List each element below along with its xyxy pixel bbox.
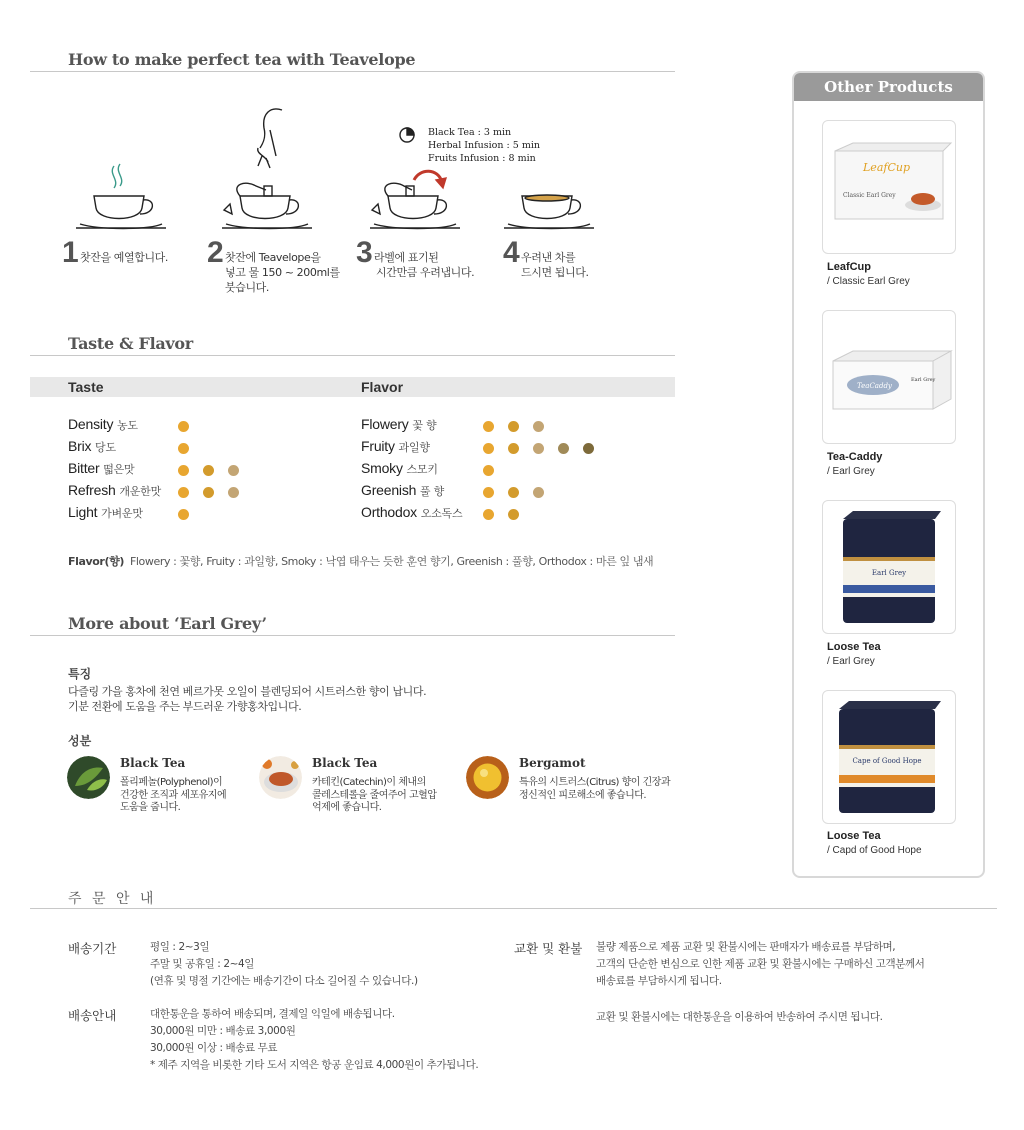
section-title-taste-flavor: Taste & Flavor [68,334,193,353]
product-box-label: Classic Earl Grey [843,192,896,199]
taste-header: Taste [68,379,104,395]
rating-dot [508,509,519,520]
other-products-title: Other Products [794,73,983,101]
rating-dot [483,509,494,520]
flavor-header: Flavor [361,379,404,395]
exchange-note: 교환 및 환불시에는 대한통운을 이용하여 반송하여 주시면 됩니다. [596,1011,883,1023]
exchange-text: 불량 제품으로 제품 교환 및 환불시에는 판매자가 배송료를 부담하며, 고객의 단순한 변심으로 인한 제품 교환 및 환불시에는 구매하신 고객분께서 배송료를 부담하시게 됩니다. [596,941,925,987]
rating-dot [583,443,594,454]
taste-label: Bitter 떫은맛 [68,460,135,476]
divider [30,635,675,636]
product-box-label: Earl Grey [911,377,936,383]
product-subtitle: / Classic Earl Grey [827,276,910,287]
product-brand: TeaCaddy [857,382,892,390]
flavor-row [361,416,621,436]
taste-label: Density 농도 [68,416,138,432]
product-subtitle: / Capd of Good Hope [827,845,922,856]
section-title-about: More about ‘Earl Grey’ [68,614,267,633]
delivery-period-text: 평일 : 2~3일 주말 및 공휴일 : 2~4일 (연휴 및 명절 기간에는 배송기간이 다소 길어질 수 있습니다.) [150,941,418,987]
product-name[interactable]: Tea-Caddy [827,451,883,463]
other-products-panel [792,71,985,878]
tea-steps-illustration [70,100,630,235]
rating-dot [178,509,189,520]
brew-timing: Black Tea : 3 min Herbal Infusion : 5 min Fruits Infusion : 8 min [428,127,540,164]
flavor-label: Greenish 풀 향 [361,482,445,498]
rating-dot [508,443,519,454]
rating-dot [228,465,239,476]
flavor-row [361,460,621,480]
rating-dot [203,487,214,498]
divider [30,355,675,356]
delivery-period-label: 배송기간 [68,941,117,956]
delivery-info-label: 배송안내 [68,1008,117,1023]
feature-text: 다즐링 가을 홍차에 천연 베르가못 오일이 블렌딩되어 시트러스한 향이 납니다. 기분 전환에 도움을 주는 부드러운 가향홍차입니다. [68,685,427,713]
product-box-label: Cape of Good Hope [852,757,922,765]
product-image [823,121,956,254]
flavor-row [361,504,621,524]
product-subtitle: / Earl Grey [827,466,875,477]
flavor-label: Smoky 스모키 [361,460,438,476]
rating-dot [203,465,214,476]
tea-cup-image [259,756,302,799]
taste-row [68,460,328,480]
exchange-label: 교환 및 환불 [514,941,583,956]
product-card-leafcup[interactable] [822,120,956,254]
feature-label: 특징 [68,667,92,681]
product-card-loose-earl-grey[interactable] [822,500,956,634]
divider [30,71,675,72]
divider [30,908,997,909]
rating-dot [508,421,519,432]
flavor-label: Orthodox 오소독스 [361,504,463,520]
product-image [823,501,956,634]
taste-flavor-header [30,377,675,397]
flavor-label: Fruity 과일향 [361,438,430,454]
ingredient-label: 성분 [68,734,92,748]
rating-dot [178,465,189,476]
flavor-row [361,438,621,458]
taste-row [68,504,328,524]
taste-label: Brix 당도 [68,438,116,454]
bergamot-image [466,756,509,799]
steam-icon [112,164,121,188]
rating-dot [533,421,544,432]
product-name[interactable]: Loose Tea [827,830,881,842]
product-card-loose-cape-of-good-hope[interactable] [822,690,956,824]
product-box-label: Earl Grey [871,569,907,577]
taste-row [68,416,328,436]
section-title-order: 주 문 안 내 [68,891,157,907]
flavor-legend: Flavor(향) Flowery : 꽃향, Fruity : 과일향, Smoky : 낙엽 태우는 듯한 훈연 향기, Greenish : 풀향, Orthodox : 마른 잎 냄새 [68,555,654,568]
taste-label: Refresh 개운한맛 [68,482,162,498]
rating-dot [558,443,569,454]
rating-dot [533,443,544,454]
rating-dot [178,487,189,498]
taste-row [68,482,328,502]
product-name[interactable]: LeafCup [827,261,871,273]
rating-dot [178,443,189,454]
flavor-row [361,482,621,502]
product-subtitle: / Earl Grey [827,656,875,667]
delivery-info-text: 대한통운을 통하여 배송되며, 결제일 익일에 배송됩니다. 30,000원 미만 : 배송료 3,000원 30,000원 이상 : 배송료 무료 * 제주 지역을 비롯한 기타 도서 지역은 항공 운임료 4,000원이 추가됩니다. [150,1008,479,1071]
product-card-tea-caddy[interactable] [822,310,956,444]
rating-dot [508,487,519,498]
product-name[interactable]: Loose Tea [827,641,881,653]
product-brand: LeafCup [863,161,910,174]
rating-dot [533,487,544,498]
rating-dot [178,421,189,432]
rating-dot [483,487,494,498]
rating-dot [483,421,494,432]
section-title-howto: How to make perfect tea with Teavelope [68,50,416,69]
taste-label: Light 가벼운맛 [68,504,143,520]
product-image [823,311,956,444]
tea-leaf-image [67,756,110,799]
rating-dot [483,465,494,476]
flavor-label: Flowery 꽃 향 [361,416,437,432]
rating-dot [228,487,239,498]
rating-dot [483,443,494,454]
taste-row [68,438,328,458]
product-image [823,691,956,824]
